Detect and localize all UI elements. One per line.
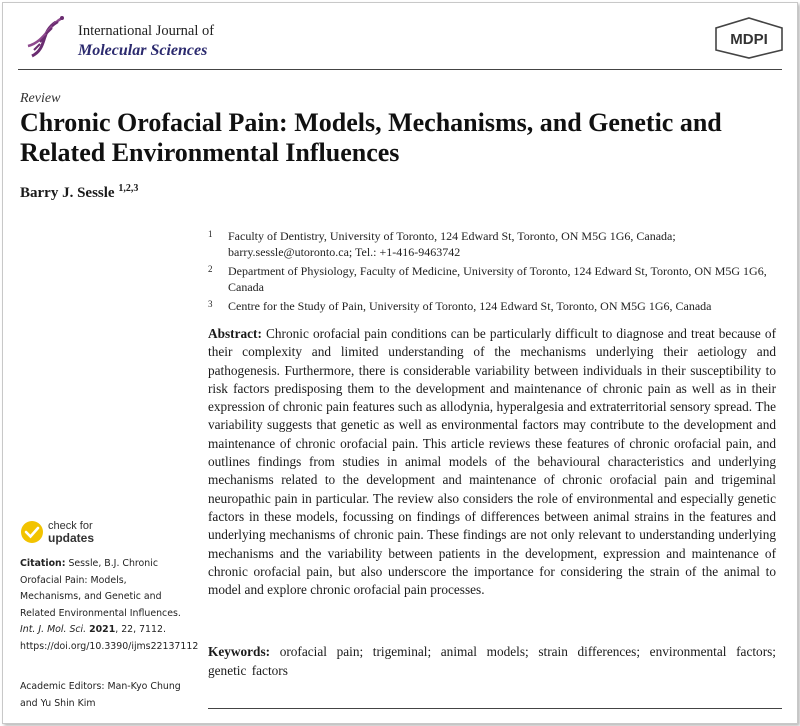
article-title: Chronic Orofacial Pain: Models, Mechanisms, and Genetic and Related Environmental Influences bbox=[20, 108, 722, 167]
academic-editors: Academic Editors: Man-Kyo Chung and Yu Shin Kim bbox=[20, 681, 181, 709]
abstract bbox=[208, 325, 776, 599]
publisher-name: MDPI bbox=[730, 31, 768, 48]
keywords-text: orofacial pain; trigeminal; animal models; strain differences; environmental factors; genetic factors bbox=[208, 644, 776, 678]
affiliation-number: 3 bbox=[208, 298, 213, 309]
check-for-updates-badge[interactable] bbox=[20, 520, 130, 546]
affiliation-text: Faculty of Dentistry, University of Toronto, 124 Edward St, Toronto, ON M5G 1G6, Canada; barry.sessle@utoronto.ca; Tel.: +1-416-9463742 bbox=[228, 229, 676, 260]
citation-year: 2021 bbox=[89, 624, 116, 635]
affiliation-text: Centre for the Study of Pain, University of Toronto, 124 Edward St, Toronto, ON M5G 1G6, Canada bbox=[228, 298, 712, 313]
affiliation-item bbox=[208, 228, 768, 261]
keywords bbox=[208, 642, 776, 680]
abstract-label: Abstract: bbox=[208, 326, 262, 341]
affiliation-item bbox=[208, 263, 768, 296]
abstract-text: Chronic orofacial pain conditions can be particularly difficult to diagnose and treat because of their complexity and limited understanding of the mechanisms underlying their aetiology and pathogenesis. Furthermore, there is considerable variability between individuals in their susceptibility to risk factors predisposing them to the development and maintenance of chronic pain as well as in their expression of chronic pain features such as allodynia, hyperalgesia and extraterritorial sensory spread. The variability suggests that genetic as well as environmental factors may contribute to the development and maintenance of chronic orofacial pain. This article reviews these features of chronic orofacial pain, and outlines findings from studies in animal models of the behavioural characteristics and underlying mechanisms related to the development and maintenance of chronic orofacial pain and trigeminal neuropathic pain in particular. The review also considers the role of environmental and especially genetic factors in these models, focussing on findings of differences between animal strains in the features and underlying mechanisms of chronic pain. These findings are not only relevant to understanding underlying mechanisms and the variability between patients in the development, expression and maintenance of chronic orofacial pain, but also underscore the importance for considering the strain of the animal to model and explore chronic orofacial pain processes. bbox=[208, 326, 776, 598]
journal-logo-icon bbox=[18, 10, 70, 62]
affiliation-number: 1 bbox=[208, 229, 213, 239]
journal-line2: Molecular Sciences bbox=[78, 42, 208, 59]
updates-line2: updates bbox=[48, 531, 95, 545]
journal-line1: International Journal of bbox=[78, 23, 215, 39]
journal-name bbox=[78, 22, 214, 60]
header-divider bbox=[18, 69, 782, 70]
citation-block bbox=[20, 556, 199, 655]
citation-journal: Int. J. Mol. Sci. bbox=[20, 624, 87, 635]
author-line bbox=[20, 183, 138, 202]
author-name[interactable]: Barry J. Sessle bbox=[20, 185, 115, 201]
mdpi-logo[interactable] bbox=[712, 16, 786, 60]
check-updates-icon bbox=[20, 520, 44, 544]
citation-rest[interactable]: , 22, 7112. https://doi.org/10.3390/ijms22137112 bbox=[20, 624, 199, 652]
affiliation-item bbox=[208, 298, 768, 314]
footer-divider bbox=[208, 708, 782, 709]
updates-line1: check for bbox=[48, 520, 93, 532]
citation-label: Citation: bbox=[20, 558, 66, 569]
affiliation-text: Department of Physiology, Faculty of Medicine, University of Toronto, 124 Edward St, Toronto, ON M5G 1G6, Canada bbox=[228, 263, 767, 295]
keywords-label: Keywords: bbox=[208, 644, 271, 659]
affiliation-number: 2 bbox=[208, 263, 213, 274]
author-affil-marks: 1,2,3 bbox=[118, 183, 139, 194]
article-type: Review bbox=[20, 91, 61, 106]
affiliations bbox=[208, 228, 768, 316]
citation-text: Sessle, B.J. Chronic Orofacial Pain: Models, Mechanisms, and Genetic and Related Environmental Influences. bbox=[20, 558, 181, 619]
updates-text bbox=[48, 520, 94, 544]
